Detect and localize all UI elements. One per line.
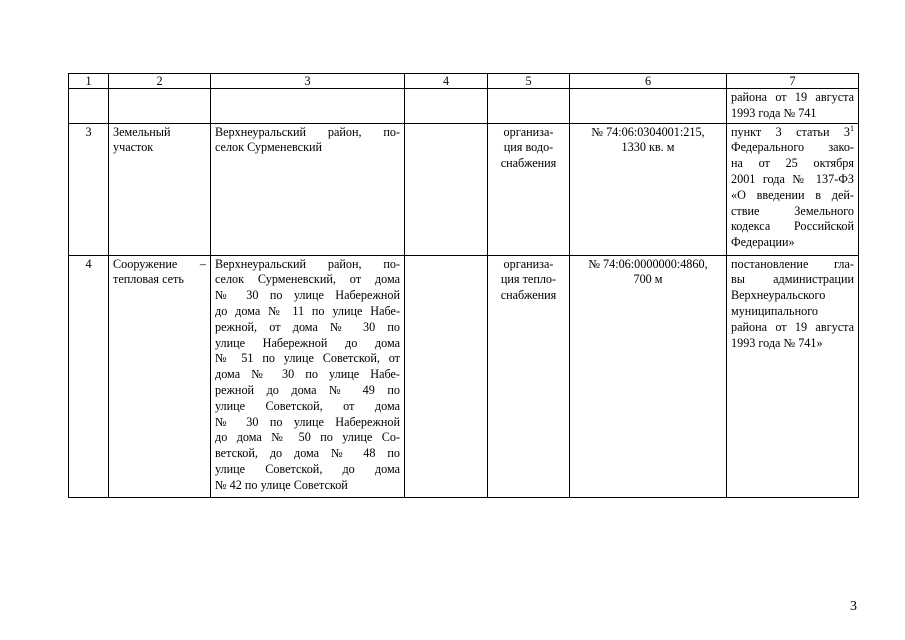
- basis-cell: постановление гла- вы администрации Верхнеуральского муниципального района от 19 августа 1993 года № 741»: [727, 255, 859, 497]
- table-row: [69, 255, 859, 497]
- table-row: [69, 123, 859, 255]
- header-cell-3: 3: [211, 74, 405, 89]
- empty-cell: [405, 123, 488, 255]
- address-cell: Верхнеуральский район, по- селок Сурменевский, от дома № 30 по улице Набережной до дома № 11 по улице Набе- режной, от дома № 30 по улице Набережной до дома № 51 по улице Советской, от дома № 30 по улице Набе- режной до дома № 49 по улице Советской, от дома № 30 по улице Набережной до дома № 50 по улице Со- ветской, до дома № 48 по улице Советской, до дома № 42 по улице Советской: [211, 255, 405, 497]
- header-cell-7: 7: [727, 74, 859, 89]
- row-number: 4: [69, 255, 109, 497]
- address-cell: Верхнеуральский район, по- селок Сурменевский: [211, 123, 405, 255]
- property-table: [68, 73, 859, 498]
- organization-cell: организа- ция водо- снабжения: [488, 123, 570, 255]
- header-cell-5: 5: [488, 74, 570, 89]
- header-cell-1: 1: [69, 74, 109, 89]
- object-name-cell: Земельный участок: [109, 123, 211, 255]
- object-name-cell: Сооружение – тепловая сеть: [109, 255, 211, 497]
- basis-cell: пункт 3 статьи $3^1$ Федерального зако- на от 25 октября 2001 года № 137-ФЗ «О введении в дей- ствие Земельного кодекса Российской Федерации»: [727, 123, 859, 255]
- superscript: 1: [850, 123, 854, 133]
- header-cell-2: 2: [109, 74, 211, 89]
- organization-cell: организа- ция тепло- снабжения: [488, 255, 570, 497]
- page-number: 3: [850, 599, 857, 614]
- header-cell-6: 6: [570, 74, 727, 89]
- cadastral-cell: № 74:06:0304001:215, 1330 кв. м: [570, 123, 727, 255]
- basis-line: 1993 года № 741: [731, 105, 817, 120]
- cadastral-cell: № 74:06:0000000:4860, 700 м: [570, 255, 727, 497]
- basis-line: района от 19 августа: [731, 90, 854, 104]
- continuation-basis-cell: [727, 89, 859, 124]
- header-row: [69, 74, 859, 89]
- continuation-row: [69, 89, 859, 124]
- empty-cell: [405, 255, 488, 497]
- header-cell-4: 4: [405, 74, 488, 89]
- row-number: 3: [69, 123, 109, 255]
